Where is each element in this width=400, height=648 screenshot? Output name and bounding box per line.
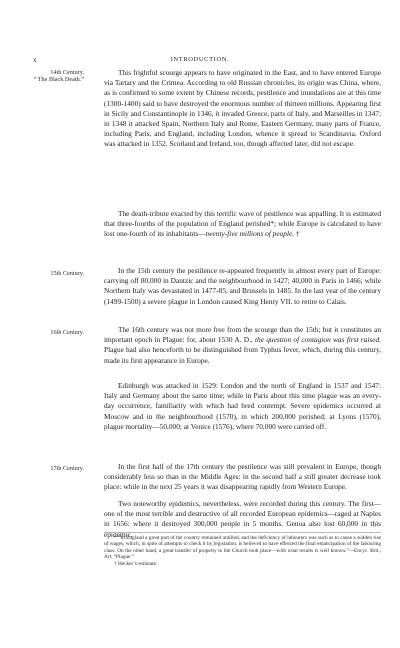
paragraph-black-death-origin: This frightful scourge appears to have originated in the East, and to have entered Europe via Tartary and the Crimea. According to old Russian chronicles, its origin was China, where, as is confirmed to some extent by Chinese records, pestilence and inundations are at this time (1300-1400) said to have destroyed the enormous number of thirteen millions. Appearing first in Sicily and Constantinople in 1346, it invaded Greece, parts of Italy, and Marseilles in 1347; in 1348 it attacked Spain, Northern Italy and Rome, Eastern Germany, many parts of France, including Paris, and England, including London, whence it spread to Scandinavia. Oxford was attacked in 1352. Scotland and Ireland, too, though affected later, did not escape. (104, 68, 381, 149)
paragraph-15th-century: In the 15th century the pestilence re-appeared frequently in almost every part of Europe: carrying off 80,000 in Dantzic and the neighbourhood in 1427; 40,000 in Paris in 1466; while Northern Italy was devastated in 1477-85, and Brussels in 1485. In the last year of the century (1499-1500) a severe plague in London caused King Henry VII. to retire to Calais. (104, 266, 381, 306)
paragraph-death-tribute (104, 209, 381, 240)
margin-note-16th-century: 16th Century. (50, 329, 84, 336)
footnote-england: * “In England a great part of the country remained untilled, and the deficiency of labourers was such as to cause a sudden rise of wages, which, in spite of attempts to check it by legislation, is believed to have effected the final emancipation of the labouring class. On the other hand, a great transfer of property to the Church took place—with what results is well known.”—Encyc. Brit., Art. “Plague.” (104, 535, 381, 561)
running-title: INTRODUCTION. (170, 56, 230, 63)
paragraph-16th-century (104, 325, 381, 366)
death-tribute-italic: twenty-five millions of people. (205, 229, 295, 239)
margin-note-15th-century: 15th Century. (50, 270, 84, 277)
page-number: x (33, 56, 37, 64)
margin-note-17th-century: 17th Century. (50, 465, 84, 472)
footnote-hecker: † Hecker’s estimate. (114, 561, 158, 567)
footnote-rule (104, 532, 381, 533)
death-tribute-text: The death-tribute exacted by this terrific wave of pestilence was appalling. It is estimated that three-fourths of the population of England perished*; while Europe is calculated to have lost one-fourth of its inhabitants— (104, 209, 381, 239)
contagion-italic: the question of contagion was first raised. (255, 335, 381, 345)
paragraph-17th-century: In the first half of the 17th century the pestilence was still prevalent in Europe, though considerably less so than in the Middle Ages: in the second half a still greater decrease took place: while in the next 25 years it was disappearing rapidly from Western Europe. (104, 462, 381, 492)
death-tribute-dagger: † (294, 229, 300, 239)
contagion-text-after: Plague had also henceforth to be distinguished from Typhus fever, which, during this century, made its first appearance in Europe. (104, 345, 381, 365)
margin-note-14th-century: 14th Century. “ The Black Death.” (33, 69, 84, 84)
paragraph-16th-century-epidemics: Edinburgh was attacked in 1529: London and the north of England in 1537 and 1547: Italy and Germany about the same time; while in Paris about this time plague was an every-day occurrence, familiarity with which had bred contempt. Severe epidemics occurred at Moscow and in the neighbourhood (1570), in which 200,000 perished; at Lyons (1570), plague mortality—50,000; at Venice (1576), where 70,000 were carried off. (104, 381, 381, 431)
paragraph-naples-epidemic: Two noteworthy epidemics, nevertheless, were recorded during this century. The first—one of the most terrible and destructive of all recorded European epidemics—raged at Naples in 1656: where it destroyed 300,000 people in 5 months. Genoa also lost 60,000 in this epidemic. (104, 499, 381, 539)
contagion-text-before: The 16th century was not more free from the scourge than the 15th; but it constitutes an important epoch in Plague: for, about 1530 A. D., (104, 325, 381, 345)
